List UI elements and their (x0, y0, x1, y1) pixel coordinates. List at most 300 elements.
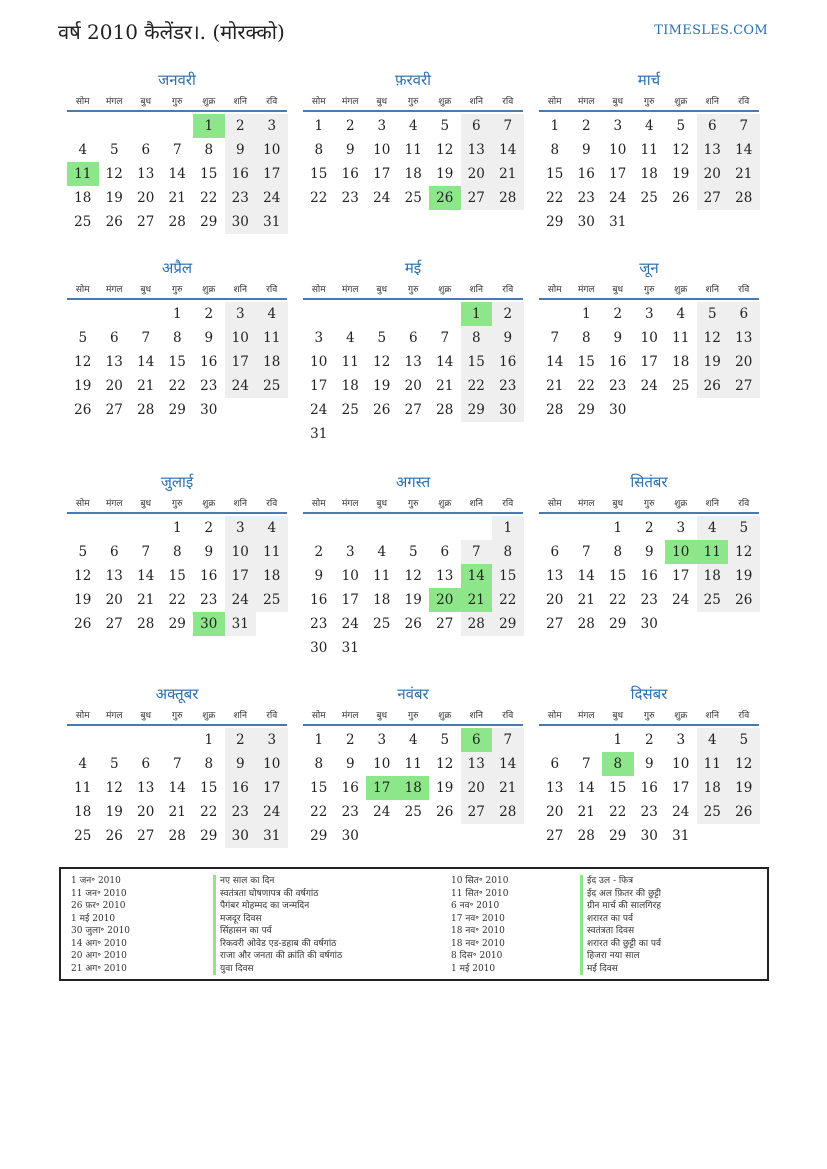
day-cell: 16 (640, 568, 658, 584)
day-cell: 28 (168, 214, 186, 230)
weekday-label: सोम (547, 499, 562, 509)
day-cell: 11 (640, 142, 658, 158)
day-cell: 1 (204, 732, 214, 748)
day-cell: 8 (204, 756, 214, 772)
day-cell: 2 (225, 114, 257, 138)
weekday-header (539, 94, 759, 112)
day-cell: 7 (492, 114, 524, 138)
day-cell: 26 (404, 616, 422, 632)
weekday-label: गुरु (172, 97, 183, 107)
day-cell: 28 (461, 612, 493, 636)
day-grid (303, 302, 523, 446)
day-cell: 30 (225, 824, 257, 848)
weekday-header (539, 496, 759, 514)
legend-date: 14 अग॰ 2010 (71, 938, 127, 949)
legend-holiday-name: मई दिवस (580, 963, 661, 976)
empty-cell (398, 302, 430, 326)
day-cell: 15 (577, 354, 595, 370)
month-block (303, 684, 523, 848)
day-cell: 2 (492, 302, 524, 326)
month-block (303, 472, 523, 660)
day-cell: 7 (728, 114, 760, 138)
day-cell: 14 (492, 138, 524, 162)
empty-cell (429, 302, 461, 326)
legend-date: 1 जन॰ 2010 (71, 876, 121, 886)
weekday-label: रवि (738, 499, 750, 509)
weekday-label: रवि (266, 97, 278, 107)
day-cell: 23 (341, 190, 359, 206)
day-cell: 30 (341, 828, 359, 844)
weekday-label: शनि (469, 97, 483, 107)
day-cell: 16 (492, 350, 524, 374)
day-cell: 7 (461, 540, 493, 564)
weekday-header (303, 496, 523, 514)
day-cell: 20 (137, 804, 155, 820)
empty-cell (539, 728, 571, 752)
day-cell: 18 (256, 564, 288, 588)
month-name: मार्च (637, 71, 661, 89)
month-name: मई (404, 259, 422, 277)
day-cell: 14 (577, 780, 595, 796)
day-cell: 31 (609, 214, 627, 230)
day-cell: 16 (200, 354, 218, 370)
day-cell: 13 (546, 780, 564, 796)
day-cell: 19 (436, 780, 454, 796)
day-cell: 2 (613, 306, 623, 322)
day-cell: 4 (78, 756, 88, 772)
weekday-label: मंगल (341, 97, 359, 107)
day-cell: 30 (577, 214, 595, 230)
weekday-label: शनि (233, 499, 247, 509)
day-cell: 31 (341, 640, 359, 656)
day-cell: 18 (640, 166, 658, 182)
day-cell: 10 (672, 756, 690, 772)
weekday-label: सोम (547, 97, 562, 107)
day-cell: 19 (697, 350, 729, 374)
legend-holiday-name: सिंहासन का पर्व (213, 925, 342, 938)
weekday-label: रवि (502, 97, 514, 107)
weekday-label: सोम (547, 285, 562, 295)
day-cell: 30 (310, 640, 328, 656)
day-cell: 10 (609, 142, 627, 158)
empty-cell (398, 516, 430, 540)
day-cell: 14 (137, 568, 155, 584)
day-cell: 16 (577, 166, 595, 182)
day-cell: 9 (644, 756, 654, 772)
day-cell: 20 (546, 804, 564, 820)
weekday-label: शुक्र (438, 97, 452, 107)
empty-cell (99, 114, 131, 138)
day-cell: 17 (256, 162, 288, 186)
day-cell: 16 (225, 776, 257, 800)
empty-cell (366, 516, 398, 540)
month-name: अक्तूबर (155, 685, 199, 703)
day-cell: 17 (640, 354, 658, 370)
day-cell: 14 (728, 138, 760, 162)
day-cell: 22 (546, 190, 564, 206)
day-cell: 30 (640, 616, 658, 632)
day-cell: 5 (109, 756, 119, 772)
weekday-label: शुक्र (202, 499, 216, 509)
day-cell: 7 (141, 544, 151, 560)
holiday-day-cell: 10 (665, 540, 697, 564)
day-cell: 26 (105, 214, 123, 230)
day-cell: 6 (109, 544, 119, 560)
weekday-label: शुक्र (202, 97, 216, 107)
day-cell: 3 (644, 306, 654, 322)
weekday-label: सोम (311, 499, 326, 509)
day-cell: 2 (345, 732, 355, 748)
weekday-label: शनि (469, 711, 483, 721)
day-cell: 5 (78, 544, 88, 560)
day-cell: 13 (546, 568, 564, 584)
day-cell: 8 (172, 544, 182, 560)
weekday-header (67, 708, 287, 726)
day-cell: 30 (640, 828, 658, 844)
day-cell: 26 (105, 828, 123, 844)
day-cell: 14 (168, 780, 186, 796)
day-cell: 26 (373, 402, 391, 418)
day-cell: 24 (672, 592, 690, 608)
day-cell: 6 (408, 330, 418, 346)
day-cell: 25 (640, 190, 658, 206)
day-cell: 17 (373, 166, 391, 182)
day-cell: 19 (436, 166, 454, 182)
legend-dates-right (451, 875, 508, 975)
weekday-label: रवि (266, 285, 278, 295)
weekday-label: शनि (233, 711, 247, 721)
day-cell: 10 (256, 752, 288, 776)
day-cell: 17 (225, 564, 257, 588)
day-cell: 23 (640, 804, 658, 820)
day-cell: 12 (436, 142, 454, 158)
day-cell: 27 (546, 616, 564, 632)
weekday-label: शुक्र (438, 285, 452, 295)
site-link[interactable]: TIMESLES.COM (654, 23, 768, 38)
month-block (303, 70, 523, 210)
weekday-label: रवि (738, 285, 750, 295)
holiday-day-cell: 20 (429, 588, 461, 612)
day-cell: 11 (404, 756, 422, 772)
day-cell: 12 (728, 540, 760, 564)
empty-cell (461, 516, 493, 540)
day-cell: 28 (168, 828, 186, 844)
day-cell: 22 (200, 804, 218, 820)
legend-date: 1 मई 2010 (451, 963, 496, 974)
day-cell: 23 (609, 378, 627, 394)
legend-date: 6 नव॰ 2010 (451, 901, 500, 911)
weekday-label: बुध (612, 285, 624, 295)
day-cell: 9 (204, 330, 214, 346)
day-cell: 18 (74, 190, 92, 206)
day-cell: 21 (728, 162, 760, 186)
day-cell: 24 (640, 378, 658, 394)
day-cell: 29 (168, 616, 186, 632)
day-cell: 17 (341, 592, 359, 608)
day-cell: 31 (225, 612, 257, 636)
day-cell: 15 (168, 568, 186, 584)
day-cell: 6 (440, 544, 450, 560)
legend-date: 8 दिस॰ 2010 (451, 951, 503, 961)
day-cell: 23 (200, 592, 218, 608)
weekday-label: गुरु (644, 97, 655, 107)
day-cell: 11 (373, 568, 391, 584)
day-cell: 20 (546, 592, 564, 608)
day-cell: 12 (697, 326, 729, 350)
weekday-label: बुध (612, 499, 624, 509)
day-cell: 7 (581, 756, 591, 772)
day-cell: 28 (436, 402, 454, 418)
day-cell: 24 (609, 190, 627, 206)
day-cell: 7 (492, 728, 524, 752)
weekday-label: गुरु (644, 711, 655, 721)
weekday-label: बुध (612, 97, 624, 107)
day-cell: 7 (550, 330, 560, 346)
weekday-label: गुरु (172, 499, 183, 509)
month-name: अप्रैल (161, 259, 193, 277)
day-cell: 25 (697, 800, 729, 824)
weekday-label: शनि (705, 711, 719, 721)
month-name: सितंबर (630, 473, 668, 491)
month-name: दिसंबर (630, 685, 668, 703)
weekday-label: गुरु (644, 285, 655, 295)
day-cell: 5 (728, 728, 760, 752)
month-block (539, 70, 759, 234)
weekday-label: रवि (738, 711, 750, 721)
empty-cell (130, 728, 162, 752)
day-cell: 19 (728, 564, 760, 588)
empty-cell (571, 516, 603, 540)
day-cell: 27 (728, 374, 760, 398)
day-cell: 15 (168, 354, 186, 370)
weekday-label: रवि (738, 97, 750, 107)
legend-holiday-name: शरारत की छुट्टी का पर्व (580, 938, 661, 951)
legend-date: 30 जुला॰ 2010 (71, 926, 131, 936)
month-block (67, 684, 287, 848)
empty-cell (335, 516, 367, 540)
day-cell: 2 (644, 732, 654, 748)
day-cell: 15 (609, 780, 627, 796)
day-cell: 31 (256, 210, 288, 234)
day-cell: 28 (728, 186, 760, 210)
day-cell: 5 (408, 544, 418, 560)
day-cell: 3 (676, 732, 686, 748)
month-name: जुलाई (160, 473, 194, 491)
weekday-label: रवि (266, 499, 278, 509)
empty-cell (67, 728, 99, 752)
day-cell: 29 (168, 402, 186, 418)
weekday-label: गुरु (408, 499, 419, 509)
day-cell: 12 (404, 568, 422, 584)
day-cell: 19 (728, 776, 760, 800)
day-cell: 5 (697, 302, 729, 326)
day-cell: 17 (256, 776, 288, 800)
day-cell: 13 (105, 568, 123, 584)
day-cell: 3 (225, 516, 257, 540)
day-cell: 13 (404, 354, 422, 370)
day-cell: 15 (310, 780, 328, 796)
month-name: जून (639, 259, 659, 277)
day-cell: 13 (461, 752, 493, 776)
day-cell: 21 (436, 378, 454, 394)
weekday-label: बुध (376, 711, 388, 721)
day-cell: 6 (728, 302, 760, 326)
holiday-day-cell: 11 (67, 162, 99, 186)
weekday-label: रवि (266, 711, 278, 721)
day-cell: 27 (461, 186, 493, 210)
day-cell: 3 (314, 330, 324, 346)
day-cell: 4 (345, 330, 355, 346)
day-cell: 25 (256, 374, 288, 398)
day-cell: 11 (256, 540, 288, 564)
day-cell: 7 (141, 330, 151, 346)
day-cell: 29 (609, 828, 627, 844)
day-cell: 13 (105, 354, 123, 370)
holiday-day-cell: 6 (461, 728, 493, 752)
holiday-day-cell: 1 (461, 302, 493, 326)
day-cell: 13 (436, 568, 454, 584)
weekday-label: गुरु (644, 499, 655, 509)
day-cell: 29 (461, 398, 493, 422)
day-cell: 22 (492, 588, 524, 612)
day-cell: 25 (341, 402, 359, 418)
day-grid (539, 516, 759, 636)
day-cell: 23 (310, 616, 328, 632)
day-cell: 31 (672, 828, 690, 844)
day-cell: 18 (341, 378, 359, 394)
day-cell: 30 (200, 402, 218, 418)
weekday-label: शनि (705, 97, 719, 107)
day-cell: 20 (105, 378, 123, 394)
weekday-label: शुक्र (674, 711, 688, 721)
weekday-label: शनि (705, 285, 719, 295)
legend-holiday-name: हिजरा नया साल (580, 950, 661, 963)
day-cell: 3 (613, 118, 623, 134)
weekday-label: बुध (376, 97, 388, 107)
day-cell: 24 (672, 804, 690, 820)
weekday-label: शनि (233, 97, 247, 107)
day-cell: 19 (373, 378, 391, 394)
day-grid (67, 516, 287, 636)
day-cell: 11 (404, 142, 422, 158)
day-grid (67, 302, 287, 422)
day-cell: 27 (404, 402, 422, 418)
day-cell: 22 (609, 592, 627, 608)
day-cell: 24 (373, 804, 391, 820)
day-cell: 16 (341, 780, 359, 796)
weekday-label: बुध (140, 499, 152, 509)
day-cell: 4 (256, 302, 288, 326)
day-cell: 10 (310, 354, 328, 370)
day-cell: 15 (609, 568, 627, 584)
day-cell: 25 (74, 828, 92, 844)
day-cell: 9 (314, 568, 324, 584)
page-title: वर्ष 2010 कैलेंडर।. (मोरक्को) (58, 20, 285, 44)
day-cell: 3 (676, 520, 686, 536)
day-grid (303, 114, 523, 210)
day-cell: 22 (168, 592, 186, 608)
legend-holiday-name: स्वतंत्रता घोषणापत्र की वर्षगांठ (213, 888, 342, 901)
month-name: अगस्त (395, 473, 431, 491)
legend-holiday-name: पैगंबर मोहम्मद का जन्मदिन (213, 900, 342, 913)
day-cell: 11 (74, 780, 92, 796)
weekday-header (67, 282, 287, 300)
day-cell: 12 (672, 142, 690, 158)
day-cell: 11 (341, 354, 359, 370)
day-cell: 24 (373, 190, 391, 206)
weekday-label: शनि (469, 285, 483, 295)
day-cell: 3 (345, 544, 355, 560)
day-cell: 20 (461, 162, 493, 186)
day-cell: 20 (137, 190, 155, 206)
day-cell: 13 (461, 138, 493, 162)
day-cell: 16 (225, 162, 257, 186)
day-grid (303, 728, 523, 848)
holiday-day-cell: 11 (697, 540, 729, 564)
legend-holiday-name: युवा दिवस (213, 963, 342, 976)
weekday-header (303, 94, 523, 112)
legend-date: 10 सित॰ 2010 (451, 876, 509, 886)
weekday-label: सोम (75, 97, 90, 107)
weekday-label: मंगल (341, 711, 359, 721)
day-cell: 22 (609, 804, 627, 820)
holiday-day-cell: 1 (193, 114, 225, 138)
day-cell: 26 (728, 800, 760, 824)
holiday-day-cell: 18 (398, 776, 430, 800)
weekday-label: मंगल (105, 285, 123, 295)
day-cell: 3 (377, 118, 387, 134)
day-cell: 19 (404, 592, 422, 608)
weekday-label: सोम (311, 285, 326, 295)
day-cell: 31 (310, 426, 328, 442)
day-cell: 1 (613, 732, 623, 748)
day-cell: 29 (310, 828, 328, 844)
day-cell: 7 (581, 544, 591, 560)
day-cell: 5 (78, 330, 88, 346)
day-cell: 25 (373, 616, 391, 632)
day-cell: 27 (137, 214, 155, 230)
day-cell: 9 (581, 142, 591, 158)
holiday-day-cell: 21 (461, 588, 493, 612)
day-cell: 29 (492, 612, 524, 636)
day-cell: 23 (200, 378, 218, 394)
day-cell: 4 (644, 118, 654, 134)
legend-names-right (580, 875, 661, 975)
day-cell: 17 (672, 780, 690, 796)
month-block (539, 684, 759, 848)
day-cell: 21 (577, 592, 595, 608)
weekday-label: शुक्र (438, 711, 452, 721)
day-cell: 2 (345, 118, 355, 134)
day-cell: 21 (546, 378, 564, 394)
day-cell: 2 (204, 520, 214, 536)
day-cell: 5 (377, 330, 387, 346)
day-grid (67, 114, 287, 234)
day-cell: 14 (492, 752, 524, 776)
weekday-label: रवि (502, 499, 514, 509)
day-cell: 30 (492, 398, 524, 422)
day-cell: 10 (256, 138, 288, 162)
day-cell: 25 (404, 190, 422, 206)
day-cell: 18 (404, 166, 422, 182)
day-cell: 8 (581, 330, 591, 346)
day-cell: 29 (200, 214, 218, 230)
day-cell: 25 (672, 378, 690, 394)
legend-date: 11 सित॰ 2010 (451, 888, 509, 899)
weekday-header (67, 94, 287, 112)
empty-cell (539, 516, 571, 540)
day-cell: 19 (672, 166, 690, 182)
